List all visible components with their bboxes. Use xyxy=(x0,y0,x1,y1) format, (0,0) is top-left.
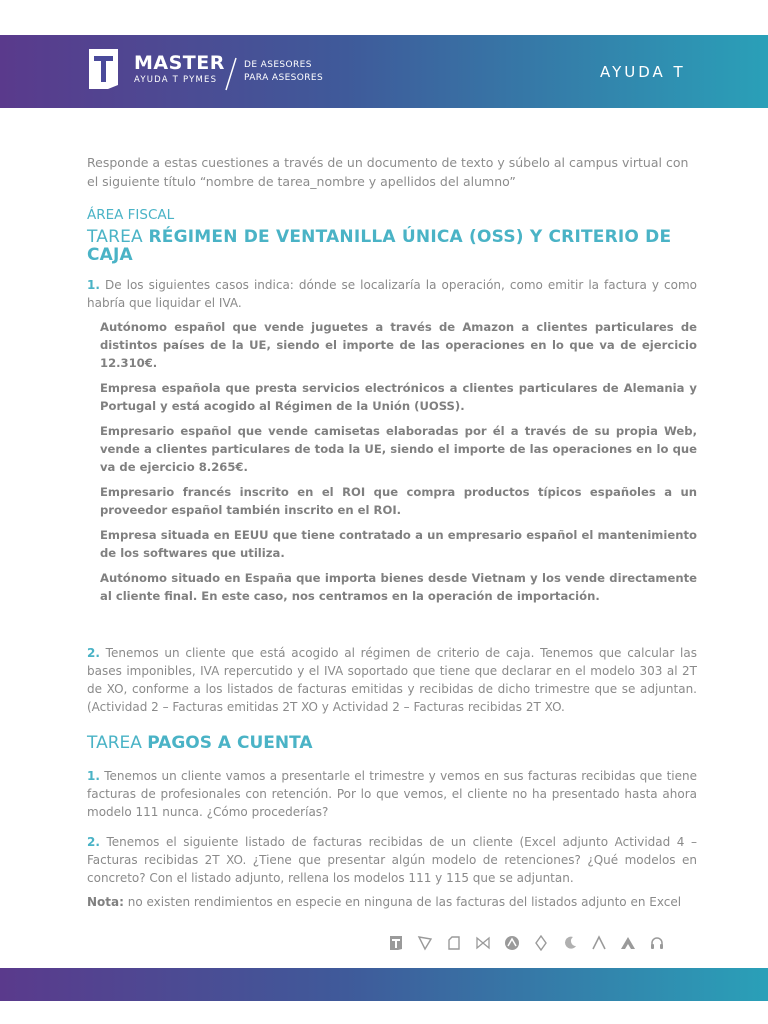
t-logo-icon xyxy=(388,935,404,951)
area-heading: ÁREA FISCAL xyxy=(87,207,175,223)
bowtie-icon xyxy=(475,935,491,951)
task2-prefix: TAREA xyxy=(87,733,148,753)
case-list xyxy=(100,318,697,605)
tagline-line-1: DE ASESORES xyxy=(244,60,312,70)
document-body xyxy=(87,153,697,911)
task2-question-1 xyxy=(87,767,697,821)
case-item: Autónomo español que vende juguetes a través de Amazon a clientes particulares de distintos países de la UE, siendo el importe de las operaciones en lo que va de ejercicio 12.310€. xyxy=(100,320,697,370)
circle-logo-icon xyxy=(504,935,520,951)
question-text: Tenemos el siguiente listado de facturas recibidas de un cliente (Excel adjunto Actividad 4 – Facturas recibidas 2T XO. ¿Tiene que presentar algún modelo de retenciones? ¿Qué modelos en concreto? Con el listado adjunto, rellena los modelos 111 y 115 que se adjuntan. xyxy=(87,835,697,885)
case-item: Empresario francés inscrito en el ROI que compra productos típicos españoles a un proveedor español también inscrito en el ROI. xyxy=(100,485,697,517)
task1-question-2 xyxy=(87,644,697,716)
brand-block xyxy=(134,53,225,85)
case-item: Autónomo situado en España que importa bienes desde Vietnam y los vende directamente al cliente final. En este caso, nos centramos en la operación de importación. xyxy=(100,571,697,603)
t-logo-icon xyxy=(87,47,120,91)
ayuda-logo: AYUDA T xyxy=(600,63,686,81)
footer-banner xyxy=(0,968,768,1001)
question-number: 2. xyxy=(87,835,100,849)
note-text: no existen rendimientos en especie en ninguna de las facturas del listados adjunto en Excel xyxy=(123,895,682,909)
brand-subtitle: AYUDA T PYMES xyxy=(134,75,218,85)
brand-title: MASTER xyxy=(134,52,225,74)
task1-prefix: TAREA xyxy=(87,227,149,247)
case-item: Empresa situada en EEUU que tiene contratado a un empresario español el mantenimiento de los softwares que utiliza. xyxy=(100,528,697,560)
question-number: 1. xyxy=(87,769,100,783)
case-item: Empresa española que presta servicios electrónicos a clientes particulares de Alemania y Portugal y está acogido al Régimen de la Unión (UOSS). xyxy=(100,381,697,413)
task1-title: RÉGIMEN DE VENTANILLA ÚNICA (OSS) Y CRITERIO DE CAJA xyxy=(87,227,672,265)
diamond-icon xyxy=(533,935,549,951)
question-number: 1. xyxy=(87,278,100,292)
case-item: Empresario español que vende camisetas elaboradas por él a través de su propia Web, vende a clientes particulares de toda la UE, siendo el importe de las operaciones en lo que va de ejercicio 8.265€. xyxy=(100,424,697,474)
square-icon xyxy=(446,935,462,951)
question-number: 2. xyxy=(87,646,100,660)
question-text: Tenemos un cliente que está acogido al régimen de criterio de caja. Tenemos que calcular las bases imponibles, IVA repercutido y el IVA soportado que tiene que declarar en el modelo 303 al 2T de XO, conforme a los listados de facturas emitidas y recibidas de dicho trimestre que se adjuntan. (Actividad 2 – Facturas emitidas 2T XO y Actividad 2 – Facturas recibidas 2T XO. xyxy=(87,646,697,714)
task1-question-1 xyxy=(87,276,697,312)
tagline xyxy=(244,59,323,85)
task1-heading xyxy=(87,228,697,264)
tagline-line-2: PARA ASESORES xyxy=(244,73,324,83)
task2-heading xyxy=(87,734,697,752)
moon-icon xyxy=(562,935,578,951)
question-text: Tenemos un cliente vamos a presentarle el trimestre y vemos en sus facturas recibidas que tiene facturas de profesionales con retención. Por lo que vemos, el cliente no ha presentado hasta ahora modelo 111 nunca. ¿Cómo procederías? xyxy=(87,769,697,819)
slash-divider xyxy=(224,57,238,91)
note-label: Nota: xyxy=(87,895,124,909)
a-triangle-icon xyxy=(591,935,607,951)
intro-text: Responde a estas cuestiones a través de un documento de texto y súbelo al campus virtual con el siguiente título “nombre de tarea_nombre y apellidos del alumno” xyxy=(87,155,689,189)
note xyxy=(87,893,697,911)
partner-icons xyxy=(388,935,665,951)
question-text: De los siguientes casos indica: dónde se localizaría la operación, como emitir la factura y como habría que liquidar el IVA. xyxy=(87,278,697,310)
paper-plane-icon xyxy=(417,935,433,951)
header-banner xyxy=(0,35,768,108)
task2-question-2 xyxy=(87,833,697,887)
task2-title: PAGOS A CUENTA xyxy=(147,733,313,753)
headphones-icon xyxy=(649,935,665,951)
mountain-icon xyxy=(620,935,636,951)
